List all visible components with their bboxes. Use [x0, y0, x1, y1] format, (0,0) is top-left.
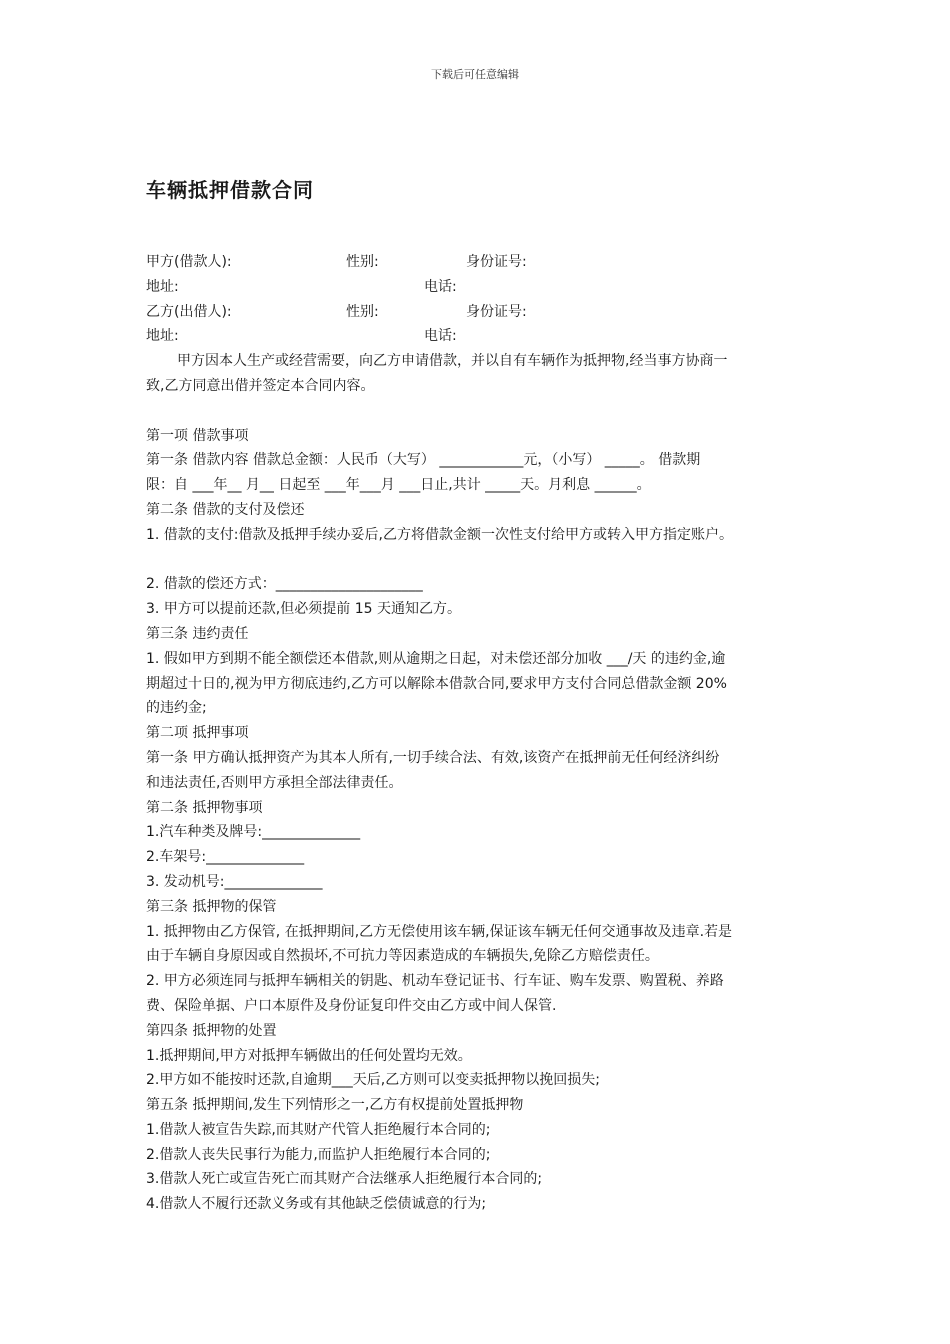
clause-line: 1. 借款的支付:借款及抵押手续办妥后,乙方将借款金额一次性支付给甲方或转入甲方指定账户。	[146, 526, 733, 543]
clause-line: 3. 甲方可以提前还款,但必须提前 15 天通知乙方。	[146, 601, 461, 618]
party-a-row	[146, 250, 808, 275]
clause-line: 第一项 借款事项	[146, 427, 249, 444]
clause-line: 1. 抵押物由乙方保管, 在抵押期间,乙方无偿使用该车辆,保证该车辆无任何交通事故及违章.若是	[146, 923, 733, 940]
contract-title: 车辆抵押借款合同	[146, 178, 314, 202]
header-note: 下载后可任意编辑	[431, 68, 519, 81]
party-a-phone-label: 电话:	[424, 278, 457, 295]
section-loan	[146, 424, 808, 548]
party-a-id-label: 身份证号:	[466, 254, 527, 270]
party-b-gender-label: 性别:	[346, 303, 379, 320]
party-a-address-label: 地址:	[146, 278, 179, 295]
blank-line	[146, 399, 808, 424]
clause-line: 1.汽车种类及牌号:______________	[146, 824, 361, 841]
blank-line	[146, 548, 808, 573]
clause-line: 第二条 抵押物事项	[146, 799, 263, 816]
clause-line: 费、保险单据、户口本原件及身份证复印件交由乙方或中间人保管.	[146, 997, 557, 1014]
clause-line: 和违法责任,否则甲方承担全部法律责任。	[146, 774, 403, 791]
clause-line: 的违约金;	[146, 700, 207, 717]
party-b-id-label: 身份证号:	[466, 303, 527, 320]
clause-line: 限：自 ___年__ 月__ 日起至 ___年___月 ___日止,共计 _____天。月利息 ______。	[146, 477, 651, 494]
clause-line: 第三条 违约责任	[146, 625, 249, 642]
party-a-gender-label: 性别:	[346, 254, 379, 270]
clause-line: 第五条 抵押期间,发生下列情形之一,乙方有权提前处置抵押物	[146, 1097, 524, 1114]
party-a-address-row	[146, 275, 808, 300]
clause-line: 第二条 借款的支付及偿还	[146, 501, 305, 518]
clause-line: 第一条 借款内容 借款总金额：人民币（大写） ____________元，（小写） _____。 借款期	[146, 452, 701, 469]
clause-line: 第四条 抵押物的处置	[146, 1022, 277, 1039]
clause-line: 1. 假如甲方到期不能全额偿还本借款,则从逾期之日起，对未偿还部分加收 ___/天 的违约金,逾	[146, 650, 726, 667]
party-b-phone-label: 电话:	[424, 328, 457, 345]
contract-body	[146, 250, 808, 1217]
clause-line: 4.借款人不履行还款义务或有其他缺乏偿债诚意的行为;	[146, 1196, 487, 1213]
party-a-name-label: 甲方(借款人):	[146, 254, 232, 270]
section-remaining	[146, 572, 808, 1217]
clause-line: 由于车辆自身原因或自然损坏,不可抗力等因素造成的车辆损失,免除乙方赔偿责任。	[146, 948, 659, 965]
preamble-line: 甲方因本人生产或经营需要，向乙方申请借款，并以自有车辆作为抵押物,经当事方协商一	[177, 353, 728, 370]
clause-line: 1.抵押期间,甲方对抵押车辆做出的任何处置均无效。	[146, 1047, 472, 1064]
clause-line: 第三条 抵押物的保管	[146, 898, 277, 915]
party-b-name-label: 乙方(出借人):	[146, 303, 232, 320]
clause-line: 第一条 甲方确认抵押资产为其本人所有,一切手续合法、有效,该资产在抵押前无任何经济纠纷	[146, 749, 720, 766]
clause-line: 2. 借款的偿还方式：_____________________	[146, 576, 423, 593]
clause-line: 第二项 抵押事项	[146, 725, 249, 742]
clause-line: 期超过十日的,视为甲方彻底违约,乙方可以解除本借款合同,要求甲方支付合同总借款金额 20%	[146, 675, 727, 692]
clause-line: 2.甲方如不能按时还款,自逾期___天后,乙方则可以变卖抵押物以挽回损失;	[146, 1072, 600, 1089]
clause-line: 1.借款人被宣告失踪,而其财产代管人拒绝履行本合同的;	[146, 1121, 491, 1138]
clause-line: 3. 发动机号:______________	[146, 873, 323, 890]
preamble-line: 致,乙方同意出借并签定本合同内容。	[146, 377, 375, 394]
clause-line: 3.借款人死亡或宣告死亡而其财产合法继承人拒绝履行本合同的;	[146, 1171, 543, 1188]
clause-line: 2.车架号:______________	[146, 849, 305, 866]
clause-line: 2. 甲方必须连同与抵押车辆相关的钥匙、机动车登记证书、行车证、购车发票、购置税、养路	[146, 973, 724, 990]
clause-line: 2.借款人丧失民事行为能力,而监护人拒绝履行本合同的;	[146, 1146, 491, 1163]
party-b-address-label: 地址:	[146, 328, 179, 345]
party-b-row	[146, 300, 808, 325]
party-b-address-row	[146, 324, 808, 349]
